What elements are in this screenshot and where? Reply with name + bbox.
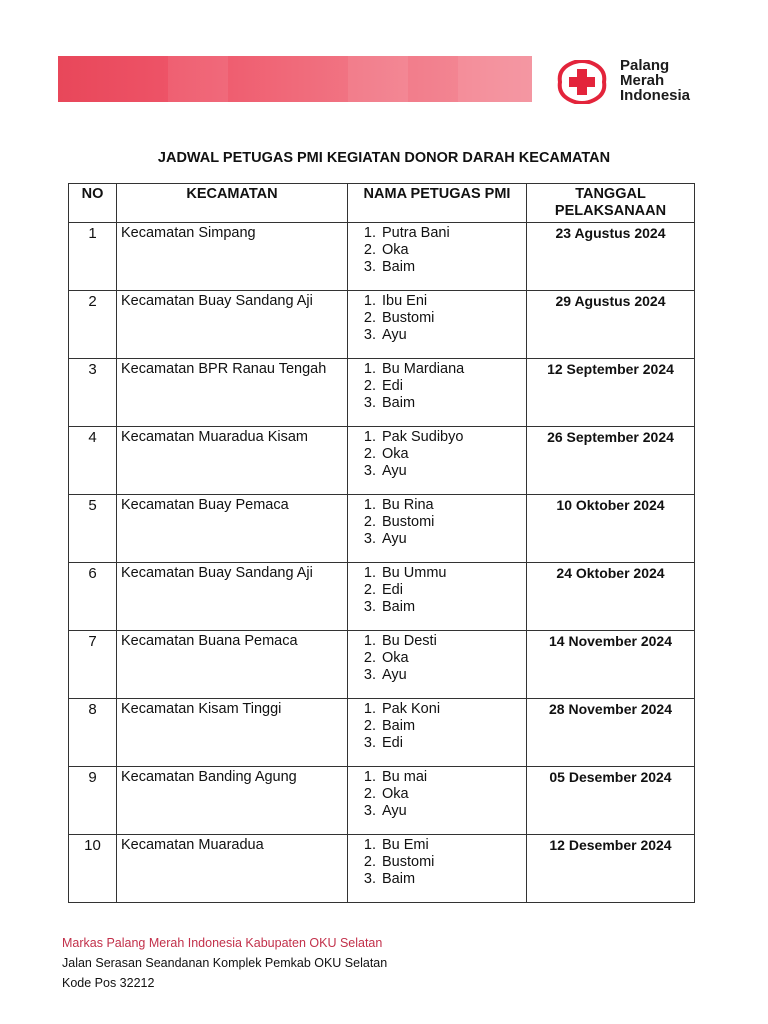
petugas-name: 3. Ayu (380, 531, 522, 548)
petugas-name: 1. Pak Sudibyo (380, 429, 522, 446)
row-kecamatan: Kecamatan Muaradua Kisam (117, 427, 348, 495)
petugas-name: 3. Edi (380, 735, 522, 752)
table-row (69, 563, 695, 631)
table-row (69, 631, 695, 699)
table-row (69, 427, 695, 495)
row-number: 8 (69, 699, 117, 767)
table-row (69, 835, 695, 903)
footer-address: Jalan Serasan Seandanan Komplek Pemkab OKU Selatan (62, 956, 388, 970)
petugas-name: 1. Bu mai (380, 769, 522, 786)
row-number: 3 (69, 359, 117, 427)
footer-postal: Kode Pos 32212 (62, 976, 155, 990)
logo-wordmark (620, 58, 690, 103)
row-tanggal: 12 September 2024 (527, 359, 695, 427)
row-tanggal: 28 November 2024 (527, 699, 695, 767)
table-row (69, 359, 695, 427)
logo-word: Indonesia (620, 87, 691, 104)
petugas-name: 3. Ayu (380, 803, 522, 820)
petugas-name: 2. Bustomi (380, 514, 522, 531)
row-tanggal: 10 Oktober 2024 (527, 495, 695, 563)
petugas-name: 1. Bu Emi (380, 837, 522, 854)
table-row (69, 767, 695, 835)
row-number: 7 (69, 631, 117, 699)
schedule-table (68, 183, 695, 903)
petugas-name: 2. Bustomi (380, 310, 522, 327)
petugas-list (352, 293, 522, 344)
row-petugas (348, 699, 527, 767)
row-tanggal: 29 Agustus 2024 (527, 291, 695, 359)
header-no: NO (69, 184, 117, 223)
row-petugas (348, 835, 527, 903)
row-kecamatan: Kecamatan Muaradua (117, 835, 348, 903)
petugas-list (352, 497, 522, 548)
band-segment (458, 56, 532, 102)
row-kecamatan: Kecamatan BPR Ranau Tengah (117, 359, 348, 427)
row-petugas (348, 563, 527, 631)
row-petugas (348, 631, 527, 699)
logo-word: Palang (620, 57, 670, 74)
row-petugas (348, 495, 527, 563)
row-tanggal: 14 November 2024 (527, 631, 695, 699)
row-number: 5 (69, 495, 117, 563)
petugas-name: 2. Oka (380, 786, 522, 803)
petugas-name: 2. Bustomi (380, 854, 522, 871)
petugas-name: 1. Bu Ummu (380, 565, 522, 582)
petugas-name: 3. Baim (380, 599, 522, 616)
petugas-name: 1. Putra Bani (380, 225, 522, 242)
logo-word: Merah (620, 72, 665, 89)
petugas-name: 2. Oka (380, 242, 522, 259)
petugas-name: 3. Ayu (380, 327, 522, 344)
row-tanggal: 26 September 2024 (527, 427, 695, 495)
table-row (69, 699, 695, 767)
petugas-list (352, 837, 522, 888)
row-kecamatan: Kecamatan Banding Agung (117, 767, 348, 835)
row-tanggal: 05 Desember 2024 (527, 767, 695, 835)
petugas-name: 1. Ibu Eni (380, 293, 522, 310)
petugas-name: 1. Bu Rina (380, 497, 522, 514)
row-petugas (348, 223, 527, 291)
petugas-name: 3. Baim (380, 259, 522, 276)
row-petugas (348, 767, 527, 835)
header-nama-petugas: NAMA PETUGAS PMI (348, 184, 527, 223)
pmi-logo (556, 56, 706, 108)
petugas-name: 1. Bu Mardiana (380, 361, 522, 378)
row-kecamatan: Kecamatan Buay Pemaca (117, 495, 348, 563)
petugas-list (352, 633, 522, 684)
band-segment (348, 56, 408, 102)
header-color-band (58, 56, 532, 102)
petugas-name: 3. Ayu (380, 463, 522, 480)
petugas-name: 2. Oka (380, 650, 522, 667)
red-cross-emblem-icon (556, 60, 608, 104)
row-number: 2 (69, 291, 117, 359)
row-petugas (348, 359, 527, 427)
row-number: 10 (69, 835, 117, 903)
row-kecamatan: Kecamatan Buay Sandang Aji (117, 291, 348, 359)
row-number: 1 (69, 223, 117, 291)
row-kecamatan: Kecamatan Buay Sandang Aji (117, 563, 348, 631)
petugas-name: 2. Oka (380, 446, 522, 463)
petugas-name: 2. Edi (380, 582, 522, 599)
footer (62, 933, 387, 993)
table-row (69, 291, 695, 359)
row-petugas (348, 427, 527, 495)
header-tanggal: TANGGAL PELAKSANAAN (527, 184, 695, 223)
petugas-name: 2. Edi (380, 378, 522, 395)
petugas-name: 1. Pak Koni (380, 701, 522, 718)
table-row (69, 223, 695, 291)
row-number: 9 (69, 767, 117, 835)
petugas-list (352, 701, 522, 752)
footer-org: Markas Palang Merah Indonesia Kabupaten OKU Selatan (62, 936, 383, 950)
petugas-list (352, 225, 522, 276)
row-tanggal: 12 Desember 2024 (527, 835, 695, 903)
petugas-name: 3. Baim (380, 871, 522, 888)
row-kecamatan: Kecamatan Simpang (117, 223, 348, 291)
petugas-name: 3. Baim (380, 395, 522, 412)
row-tanggal: 24 Oktober 2024 (527, 563, 695, 631)
row-tanggal: 23 Agustus 2024 (527, 223, 695, 291)
row-kecamatan: Kecamatan Kisam Tinggi (117, 699, 348, 767)
petugas-name: 3. Ayu (380, 667, 522, 684)
document-title: JADWAL PETUGAS PMI KEGIATAN DONOR DARAH KECAMATAN (157, 150, 611, 166)
petugas-name: 1. Bu Desti (380, 633, 522, 650)
row-number: 4 (69, 427, 117, 495)
row-number: 6 (69, 563, 117, 631)
table-row (69, 495, 695, 563)
petugas-list (352, 361, 522, 412)
band-segment (168, 56, 228, 102)
row-petugas (348, 291, 527, 359)
row-kecamatan: Kecamatan Buana Pemaca (117, 631, 348, 699)
table-header-row (69, 184, 695, 223)
header-kecamatan: KECAMATAN (117, 184, 348, 223)
petugas-list (352, 429, 522, 480)
petugas-name: 2. Baim (380, 718, 522, 735)
petugas-list (352, 769, 522, 820)
petugas-list (352, 565, 522, 616)
